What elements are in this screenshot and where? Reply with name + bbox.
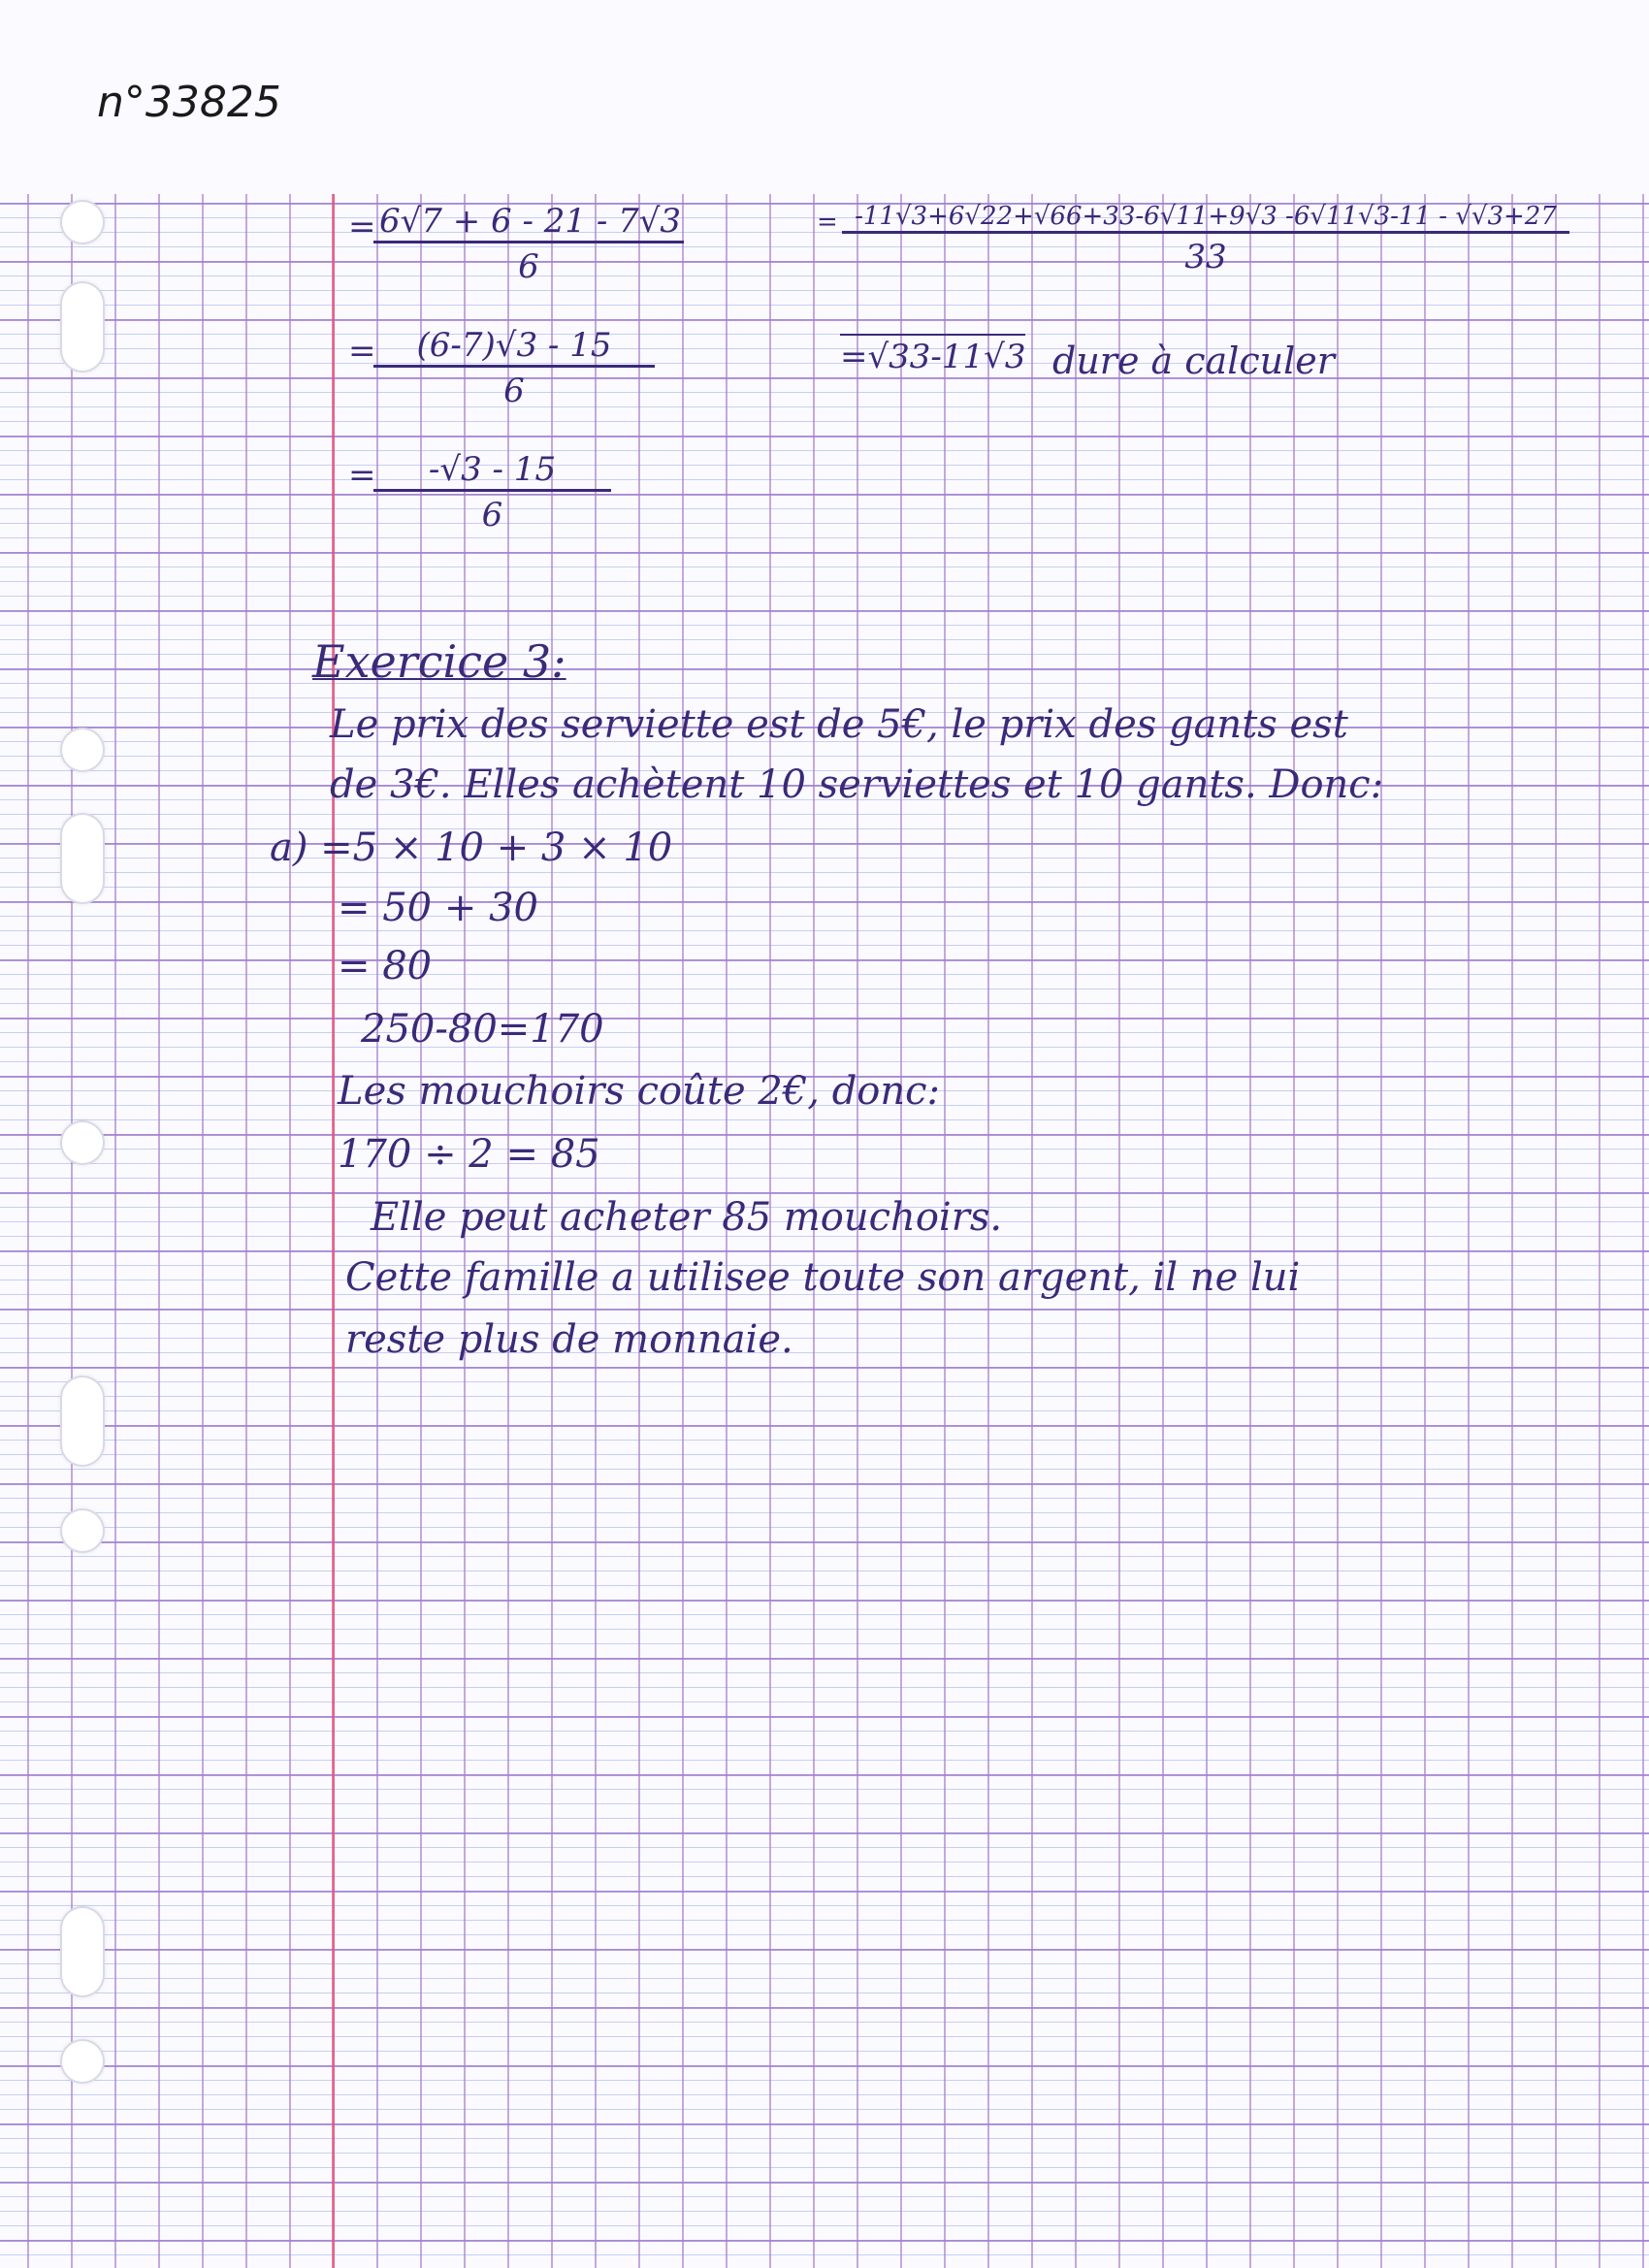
calc-line: 250-80=170 — [361, 1007, 604, 1052]
fraction-step-1: = 6√7 + 6 - 21 - 7√3 6 — [373, 202, 684, 286]
binder-hole — [60, 2039, 105, 2084]
numerator: (6-7)√3 - 15 — [373, 326, 655, 368]
margin-note: dure à calculer — [1052, 340, 1335, 382]
calc-line: = 80 — [338, 944, 433, 988]
denominator: 6 — [481, 496, 503, 535]
denominator: 6 — [518, 247, 539, 286]
long-fraction: = -11√3+6√22+√66+33-6√11+9√3 -6√11√3-11 - √√3+27 33 — [842, 202, 1569, 276]
exercise-title: Exercice 3: — [312, 635, 566, 688]
binder-hole — [60, 728, 105, 772]
text-line: de 3€. Elles achètent 10 serviettes et 10 gants. Donc: — [330, 762, 1384, 807]
fraction-step-3: = -√3 - 15 6 — [373, 450, 611, 535]
binder-hole — [60, 281, 105, 373]
numerator: -11√3+6√22+√66+33-6√11+9√3 -6√11√3-11 - √√3+27 — [842, 202, 1569, 234]
text-line: Les mouchoirs coûte 2€, donc: — [338, 1069, 941, 1114]
denominator: 33 — [1184, 238, 1227, 276]
denominator: 6 — [503, 372, 525, 410]
text-line: Cette famille a utilisee toute son argent, il ne lui — [345, 1255, 1301, 1300]
numerator: -√3 - 15 — [373, 450, 611, 492]
text-line: Elle peut acheter 85 mouchoirs. — [371, 1195, 1003, 1240]
binder-hole — [60, 1120, 105, 1165]
calc-line: = 50 + 30 — [338, 886, 538, 930]
sqrt-result: =√33-11√3 — [840, 334, 1025, 376]
binder-hole — [60, 1508, 105, 1553]
text-line: Le prix des serviette est de 5€, le prix des gants est — [330, 702, 1348, 747]
binder-hole — [60, 200, 105, 244]
calc-line: a) =5 × 10 + 3 × 10 — [270, 826, 673, 870]
numerator: 6√7 + 6 - 21 - 7√3 — [373, 202, 684, 243]
calc-line: 170 ÷ 2 = 85 — [338, 1132, 600, 1177]
fraction-step-2: = (6-7)√3 - 15 6 — [373, 326, 655, 410]
binder-hole — [60, 1376, 105, 1467]
binder-hole — [60, 813, 105, 904]
text-line: reste plus de monnaie. — [345, 1317, 793, 1362]
binder-hole — [60, 1906, 105, 1997]
document-reference: n°33825 — [97, 78, 281, 127]
